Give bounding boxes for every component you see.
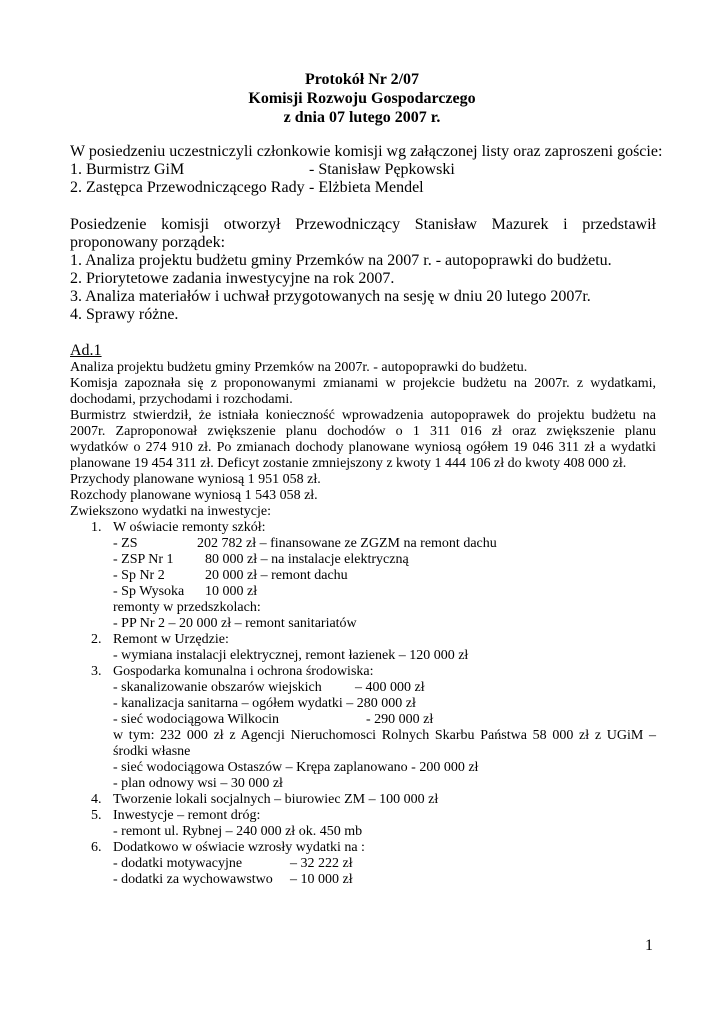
section-heading-ad1: Ad.1 xyxy=(70,342,102,359)
school-label-sp2: - Sp Nr 2 xyxy=(113,568,165,583)
list-item-6: Dodatkowo w oświacie wzrosły wydatki na : xyxy=(113,840,365,855)
list-item-4: Tworzenie lokali socjalnych – biurowiec ZM – 100 000 zł xyxy=(113,792,439,807)
school-label-zsp1: - ZSP Nr 1 xyxy=(113,552,174,567)
school-value-sp-wysoka: 10 000 zł xyxy=(205,584,258,599)
document-title-line1: Protokół Nr 2/07 xyxy=(304,71,420,88)
list-item-5: Inwestycje – remont dróg: xyxy=(113,808,261,823)
list-number-5: 5. xyxy=(91,808,102,823)
list-number-1: 1. xyxy=(91,520,102,535)
ad1-expenditure-line: Rozchody planowane wyniosą 1 543 058 zł. xyxy=(70,488,318,503)
school-value-zsp1: 80 000 zł – na instalacje elektryczną xyxy=(205,552,409,567)
kindergarten-heading: remonty w przedszkolach: xyxy=(113,600,261,615)
list-number-2: 2. xyxy=(91,632,102,647)
ad1-subject: Analiza projektu budżetu gminy Przemków na 2007r. - autopoprawki do budżetu. xyxy=(70,360,528,375)
funding-detail-line2: środki własne xyxy=(113,744,191,759)
list-number-6: 6. xyxy=(91,840,102,855)
guest-name-1: - Stanisław Pępkowski xyxy=(309,161,455,178)
ad1-p2-line4: planowane 19 454 311 zł. Deficyt zostanie zmniejszony z kwoty 1 444 106 zł do kwoty 408 000 zł. xyxy=(70,456,627,471)
sewer-rural-value: – 400 000 zł xyxy=(355,680,425,695)
school-value-zs: 202 782 zł – finansowane ze ZGZM na remont dachu xyxy=(197,536,497,551)
water-wilkocin-value: - 290 000 zł xyxy=(366,712,434,727)
school-value-sp2: 20 000 zł – remont dachu xyxy=(205,568,348,583)
page-number: 1 xyxy=(645,937,653,954)
list-number-4: 4. xyxy=(91,792,102,807)
bonus-tutoring-label: - dodatki za wychowawstwo xyxy=(113,872,273,887)
bonus-motivation-label: - dodatki motywacyjne xyxy=(113,856,243,871)
ad1-p1-line1: Komisja zapoznała się z proponowanymi zmianami w projekcie budżetu na 2007r. z wydatkami, xyxy=(70,376,656,391)
school-label-zs: - ZS xyxy=(113,536,138,551)
list-item-2: Remont w Urzędzie: xyxy=(113,632,229,647)
office-renovation: - wymiana instalacji elektrycznej, remont łazienek – 120 000 zł xyxy=(113,648,469,663)
water-wilkocin-label: - sieć wodociągowa Wilkocin xyxy=(113,712,279,727)
ad1-p2-line1: Burmistrz stwierdził, że istniała konieczność wprowadzenia autopoprawek do projektu budżetu na xyxy=(70,408,656,423)
agenda-item-4: 4. Sprawy różne. xyxy=(70,306,179,323)
document-title-line3: z dnia 07 lutego 2007 r. xyxy=(283,109,441,126)
guest-role-1: 1. Burmistrz GiM xyxy=(70,161,185,178)
school-label-sp-wysoka: - Sp Wysoka xyxy=(113,584,185,599)
agenda-item-2: 2. Priorytetowe zadania inwestycyjne na rok 2007. xyxy=(70,270,395,287)
sewer-sanitary: - kanalizacja sanitarna – ogółem wydatki – 280 000 zł xyxy=(113,696,416,711)
list-item-3: Gospodarka komunalna i ochrona środowiska: xyxy=(113,664,374,679)
ad1-p1-line2: dochodami, przychodami i rozchodami. xyxy=(70,392,293,407)
kindergarten-pp2: - PP Nr 2 – 20 000 zł – remont sanitariatów xyxy=(113,616,357,631)
opening-line2: proponowany porządek: xyxy=(70,234,226,251)
ad1-p2-line2: 2007r. Zaproponował zwiększenie planu dochodów o 1 311 016 zł oraz zwiększenie planu xyxy=(70,424,656,439)
document-title-line2: Komisji Rozwoju Gospodarczego xyxy=(248,90,476,107)
water-ostaszow: - sieć wodociągowa Ostaszów – Krępa zaplanowano - 200 000 zł xyxy=(113,760,479,775)
ad1-investments-intro: Zwiekszono wydatki na inwestycje: xyxy=(70,504,272,519)
funding-detail-line1: w tym: 232 000 zł z Agencji Nieruchomosci Rolnych Skarbu Państwa 58 000 zł z UGiM – xyxy=(113,728,656,743)
attendance-intro: W posiedzeniu uczestniczyli członkowie komisji wg załączonej listy oraz zaproszeni goście: xyxy=(70,143,663,160)
opening-line1: Posiedzenie komisji otworzył Przewodniczący Stanisław Mazurek i przedstawił xyxy=(70,216,656,233)
village-renewal: - plan odnowy wsi – 30 000 zł xyxy=(113,776,283,791)
list-item-1: W oświacie remonty szkół: xyxy=(113,520,266,535)
guest-role-2: 2. Zastępca Przewodniczącego Rady xyxy=(70,179,305,196)
guest-name-2: - Elżbieta Mendel xyxy=(309,179,424,196)
sewer-rural-label: - skanalizowanie obszarów wiejskich xyxy=(113,680,322,695)
list-number-3: 3. xyxy=(91,664,102,679)
agenda-item-3: 3. Analiza materiałów i uchwał przygotowanych na sesję w dniu 20 lutego 2007r. xyxy=(70,288,591,305)
ad1-income-line: Przychody planowane wyniosą 1 951 058 zł. xyxy=(70,472,321,487)
bonus-tutoring-value: – 10 000 zł xyxy=(290,872,353,887)
agenda-item-1: 1. Analiza projektu budżetu gminy Przemków na 2007 r. - autopoprawki do budżetu. xyxy=(70,252,612,269)
road-rybna: - remont ul. Rybnej – 240 000 zł ok. 450 mb xyxy=(113,824,363,839)
ad1-p2-line3: wydatków o 274 910 zł. Po zmianach dochody planowane wyniosą ogółem 19 046 311 zł a wydatki xyxy=(70,440,656,455)
bonus-motivation-value: – 32 222 zł xyxy=(290,856,353,871)
